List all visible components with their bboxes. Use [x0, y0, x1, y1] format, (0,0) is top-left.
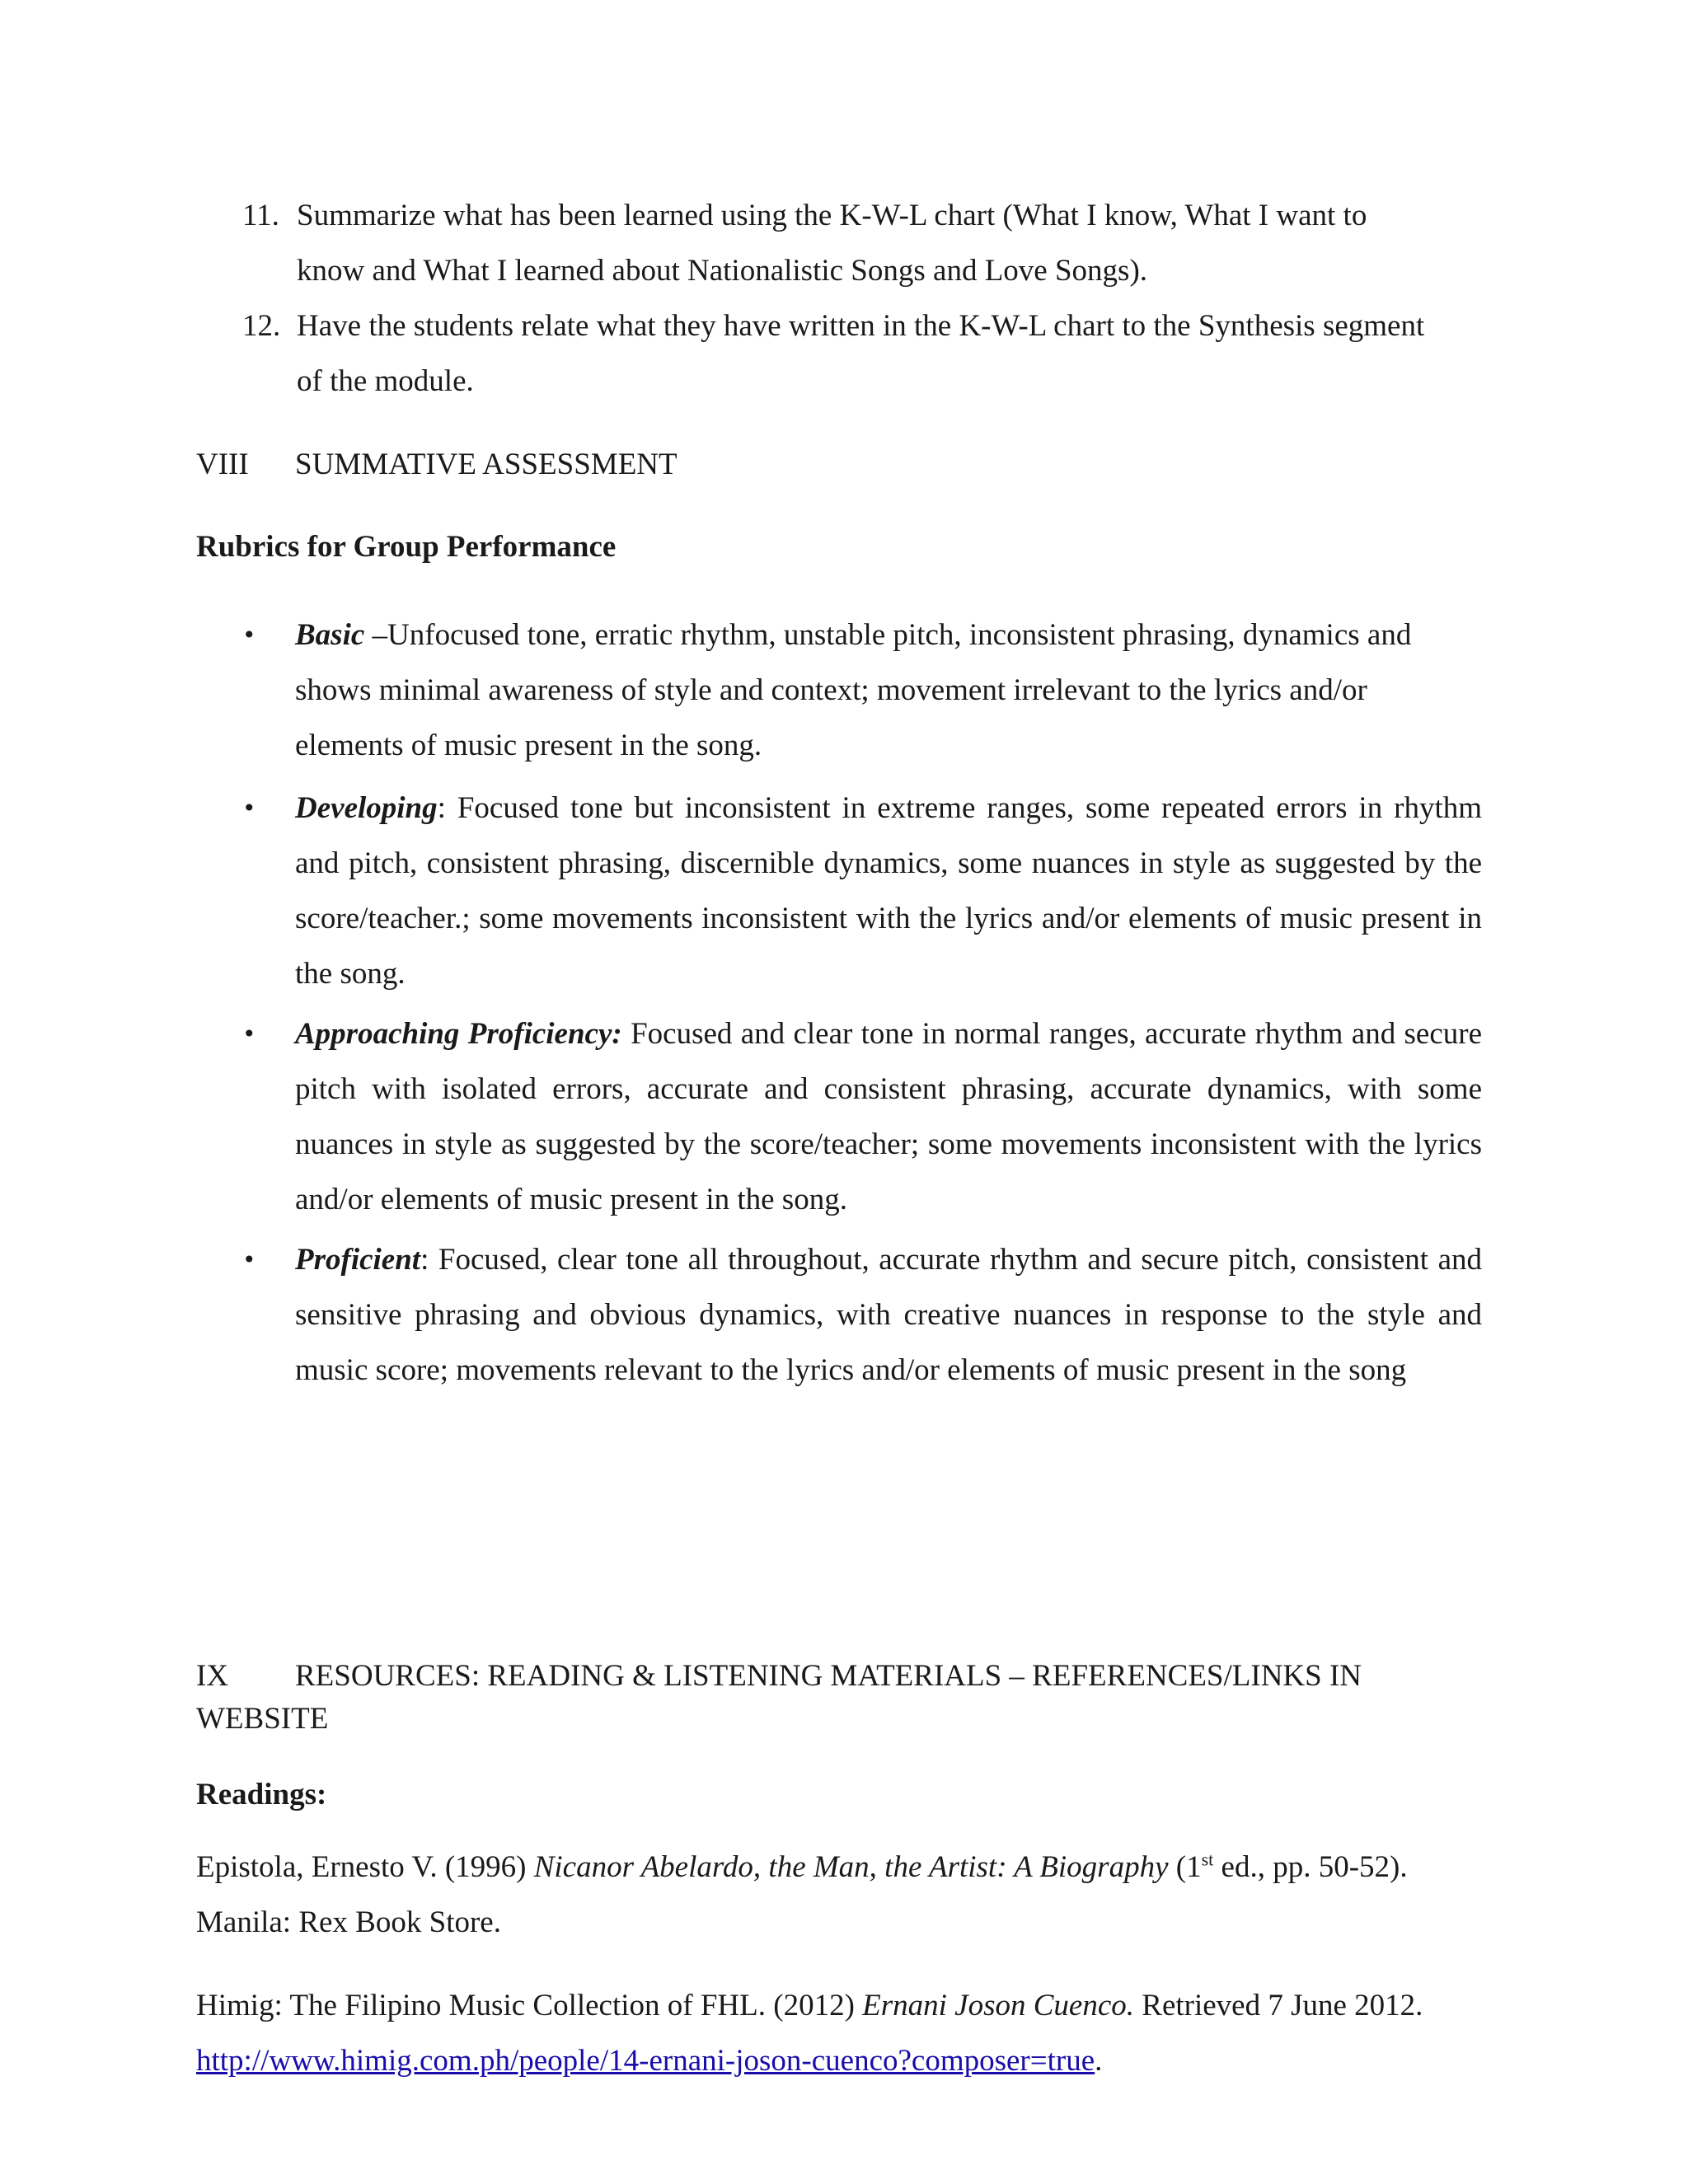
reference-retrieved: Retrieved 7 June 2012. — [1134, 1989, 1423, 2022]
rubric-separator: – — [364, 618, 388, 652]
list-item-line: Summarize what has been learned using the K-W-L chart (What I know, What I want to — [297, 199, 1367, 232]
rubric-separator: : — [437, 791, 457, 825]
rubric-text: Unfocused tone, erratic rhythm, unstable pitch, inconsistent phrasing, dynamics and shows minimal awareness of style and context; movement irrelevant to the lyrics and/or elements of music present in the song. — [295, 618, 1412, 762]
list-number: 12. — [242, 309, 281, 343]
rubric-description — [295, 607, 1482, 773]
list-item-line: of the module. — [297, 364, 474, 398]
section-title: RESOURCES: READING & LISTENING MATERIALS – REFERENCES/LINKS IN WEBSITE — [196, 1659, 1362, 1736]
rubric-description — [295, 780, 1482, 1001]
rubric-text: Focused and clear tone in normal ranges, accurate rhythm and secure pitch with isolated errors, accurate and consistent phrasing, accurate dynamics, with some nuances in style as suggested by the score/teacher; some movements inconsistent with the lyrics and/or elements of music present in the song. — [295, 1017, 1483, 1216]
bullet-icon: • — [242, 1246, 256, 1273]
rubric-term: Basic — [295, 618, 365, 652]
rubric-description — [295, 1232, 1482, 1398]
bullet-icon: • — [242, 794, 256, 822]
reference-line: Manila: Rex Book Store. — [196, 1905, 501, 1939]
reference-title: Ernani Joson Cuenco. — [862, 1989, 1135, 2022]
reference-author: Epistola, Ernesto V. (1996) — [196, 1850, 534, 1884]
reference-line — [196, 1840, 1482, 1895]
reference-link-suffix: . — [1095, 2044, 1103, 2078]
reference-title: Nicanor Abelardo, the Man, the Artist: A Biography — [533, 1850, 1169, 1884]
list-item-line: Have the students relate what they have written in the K-W-L chart to the Synthesis segment — [297, 309, 1425, 343]
bullet-icon: • — [242, 1020, 256, 1047]
reference-himig — [196, 1978, 1482, 2088]
rubric-term: Proficient — [295, 1243, 421, 1277]
rubric-term: Developing — [295, 791, 438, 825]
list-item-text — [297, 298, 1533, 409]
readings-heading: Readings: — [196, 1778, 327, 1811]
section-number: IX — [196, 1659, 229, 1693]
rubric-separator — [622, 1017, 631, 1051]
rubric-separator: : — [420, 1243, 438, 1277]
reference-edition-superscript: st — [1201, 1849, 1214, 1870]
reference-line — [196, 1978, 1482, 2033]
list-item-line: know and What I learned about Nationalistic Songs and Love Songs). — [297, 254, 1148, 288]
reference-link[interactable]: http://www.himig.com.ph/people/14-ernani-joson-cuenco?composer=true — [196, 2044, 1095, 2078]
list-item-text — [297, 188, 1533, 298]
rubric-description — [295, 1006, 1482, 1227]
reference-edition: (1 — [1168, 1850, 1202, 1884]
rubric-text: Focused, clear tone all throughout, accurate rhythm and secure pitch, consistent and sensitive phrasing and obvious dynamics, with creative nuances in response to the style and music score; movements relevant to the lyrics and/or elements of music present in the song — [295, 1243, 1483, 1387]
reference-epistola — [196, 1840, 1482, 1950]
rubrics-heading: Rubrics for Group Performance — [196, 530, 617, 564]
reference-pages: ed., pp. 50-52). — [1213, 1850, 1408, 1884]
section-number: VIII — [196, 448, 249, 481]
reference-line — [196, 2033, 1482, 2088]
rubric-text: Focused tone but inconsistent in extreme ranges, some repeated errors in rhythm and pitch, consistent phrasing, discernible dynamics, some nuances in style as suggested by the score/teacher.; some movements inconsistent with the lyrics and/or elements of music present in the song. — [295, 791, 1482, 991]
rubric-term: Approaching Proficiency: — [295, 1017, 622, 1051]
section-title: SUMMATIVE ASSESSMENT — [295, 448, 678, 481]
list-number: 11. — [242, 199, 279, 232]
bullet-icon: • — [242, 621, 256, 649]
reference-author: Himig: The Filipino Music Collection of FHL. (2012) — [196, 1989, 863, 2022]
